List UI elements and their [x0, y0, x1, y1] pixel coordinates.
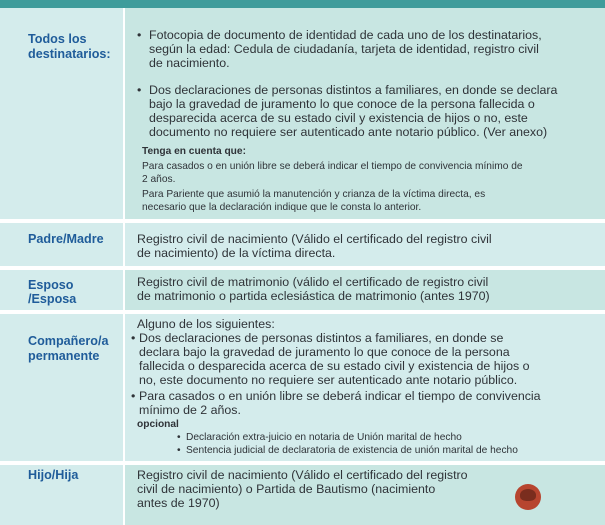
row-label-line: Compañero/a	[28, 334, 109, 348]
note-title: Tenga en cuenta que:	[142, 146, 246, 157]
row-label-cell	[0, 314, 123, 461]
bullet-icon: •	[131, 389, 136, 403]
row-label-cell	[0, 465, 123, 525]
cell-text: Registro civil de matrimonio (válido el certificado de registro civil de matrimonio o partida eclesiástica de matrimonio (antes 1970)	[137, 275, 490, 303]
note-text: Para Pariente que asumió la manutención y crianza de la víctima directa, es necesario que la declaración indique que le consta lo anterior.	[142, 189, 486, 213]
note-text: Para casados o en unión libre se deberá indicar el tiempo de convivencia mínimo de 2 años.	[142, 161, 523, 185]
list-item: Dos declaraciones de personas distintos a familiares, en donde se declara bajo la gravedad de juramento lo que conoce de la persona fallecida o desparecida acerca de su estado civil y existencia de hijos o no, este documento no requiere ser autenticado ante notario público. (Ver anexo)	[149, 83, 558, 139]
row-label-cell	[0, 270, 123, 310]
bullet-icon: •	[137, 28, 142, 42]
list-item: Fotocopia de documento de identidad de cada uno de los destinatarios, según la edad: Cedula de ciudadanía, tarjeta de identidad, registro civil de nacimiento.	[149, 28, 542, 70]
bullet-icon: •	[177, 445, 181, 456]
bullet-icon: •	[131, 331, 136, 345]
list-item: Declaración extra-juicio en notaria de Unión marital de hecho	[186, 432, 462, 443]
row-label-line: /Esposa	[28, 292, 77, 306]
optional-title: opcional	[137, 419, 179, 430]
row-content-cell	[123, 314, 605, 461]
row-esposo-esposa	[0, 270, 605, 310]
avatar-illustration	[515, 484, 541, 510]
row-label-line: Hijo/Hija	[28, 468, 79, 482]
row-todos	[0, 8, 605, 219]
list-item: Dos declaraciones de personas distintos a familiares, en donde se declara bajo la gravedad de juramento lo que conoce de la persona fallecida o desparecida acerca de su estado civil y existencia de hijos o no, este documento no requiere ser autenticado ante notario público.	[139, 331, 530, 387]
row-padre-madre	[0, 223, 605, 266]
row-label-line: destinatarios:	[28, 47, 111, 61]
row-content-cell	[123, 8, 605, 219]
list-item: Para casados o en unión libre se deberá indicar el tiempo de convivencia mínimo de 2 años.	[139, 389, 541, 417]
row-content-cell	[123, 223, 605, 266]
row-label-line: permanente	[28, 349, 100, 363]
bullet-icon: •	[137, 83, 142, 97]
row-content-cell	[123, 270, 605, 310]
list-item: Sentencia judicial de declaratoria de existencia de unión marital de hecho	[186, 445, 518, 456]
table-header-bar	[0, 0, 605, 8]
row-label-cell	[0, 223, 123, 266]
row-label-line: Padre/Madre	[28, 232, 104, 246]
row-label-line: Esposo	[28, 278, 74, 292]
row-label-line: Todos los	[28, 32, 87, 46]
cell-text: Registro civil de nacimiento (Válido el certificado del registro civil de nacimiento) o Partida de Bautismo (nacimiento antes de 1970)	[137, 468, 468, 510]
cell-intro: Alguno de los siguientes:	[137, 317, 275, 331]
row-companero-permanente	[0, 314, 605, 461]
bullet-icon: •	[177, 432, 181, 443]
cell-text: Registro civil de nacimiento (Válido el certificado del registro civil de nacimiento) de la víctima directa.	[137, 232, 492, 260]
row-label-cell	[0, 8, 123, 219]
